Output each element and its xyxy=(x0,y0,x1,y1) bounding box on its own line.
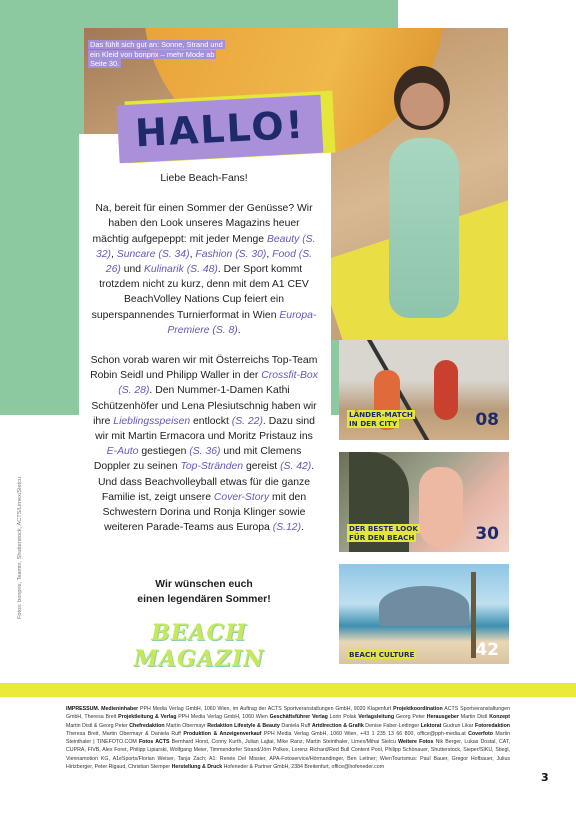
letter-greeting: Liebe Beach-Fans! xyxy=(160,173,248,184)
impressum: IMPRESSUM. Medieninhaber PPH Media Verlag GmbH, 1060 Wien, im Auftrag der ACTS Sportveranstaltungen GmbH, 9020 Klagenfurt Projektkoordination ACTS Sportveranstaltungen GmbH, Theresa Breit Projektleitung & Verlag PPH Media Verlag GmbH, 1060 Wien Geschäftsführer Verlag Lorin Polak Verlagsleitung Georg Peter Herausgeber Martin Distl Konzept Martin Distl & Georg Peter Chefredaktion Martin Obermayr Redaktion Lifestyle & Beauty Daniela Ruff Artdirection & Grafik Denise Faber-Ledinger Lektorat Gudrun Likar Fotoredaktion Theresa Breit, Martin Obermayr & Daniela Ruff Produktion & Anzeigenverkauf PPH Media Verlag GmbH, 1060 Wien, +43 1 235 13 66 800, office@pph-media.at Coverfoto Martin Steinthaler | TINEFOTO.COM Fotos ACTS Bernhard Horst, Conny Kurth, Julian Lajtai, Mike Ranz, Martin Steinthaler, Limex/Mihai Sietcu Weitere Fotos Nik Berger, Lukas Dostal, CAT, CUPRA, FIVB, Alex Foret, Philipp Lipiarski, Wolfgang Meier, Timmendorfer Strand/Jörn Polkex, Lorenz Richard/Red Bull Content Pool, Philipp Schönauer, Shutterstock, Sieper/SIKU, Stiegl, Viennamotion KG, A1eSports/Florian Weiser, Tanja Zach; A1: Renée Del Missier, APA-Fotoservice/Hörmandinger, Ben Leitner; WienTourismus: Paul Bauer, Gregor Hofbauer, Julius Hirtzberger, Peter Rigaud, Christian Stemper Herstellung & Druck Hofeneder & Partner GmbH, 2384 Breitenfurt, office@hofeneder.com xyxy=(66,706,510,771)
page-number: 3 xyxy=(541,771,549,784)
ref-page-42: (S. 42) xyxy=(280,461,312,473)
ref-lieblingsspeisen: Lieblingsspeisen xyxy=(113,415,191,427)
ref-fashion: Fashion (S. 30) xyxy=(195,248,267,260)
ref-beauty: Beauty (S. 32) xyxy=(95,233,316,260)
photo-credit: Fotos: bonprix, Teamin, Shutterstock, ACTS/Limex/Sietcu xyxy=(17,477,23,619)
closing-line-1: Wir wünschen euch xyxy=(155,579,253,590)
page-heading: HALLO! xyxy=(133,102,306,156)
teaser-page-number: 42 xyxy=(475,640,499,660)
teaser-page-number: 08 xyxy=(475,410,499,430)
letter-paragraph-2: Schon vorab waren wir mit Österreichs Top-Team Robin Seidl und Philipp Waller in der Crossfit-Box (S. 28). Den Nummer-1-Damen Kathi Schützenhöfer und Lena Plesiutschnig haben wir ihre Lieblingsspeisen entlockt (S. 22). Dazu sind wir mit Martin Ermacora und Moritz Pristauz ins E-Auto gestiegen (S. 36) und mit Clemens Doppler zu seinen Top-Stränden gereist (S. 42). Und dass Beachvolleyball etwas für die ganze Familie ist, zeigt unsere Cover-Story mit den Schwestern Dorina und Ronja Klinger sowie weiteren Parade-Teams aus Europa (S.12). xyxy=(90,355,318,534)
ref-food: Food (S. 26) xyxy=(105,248,313,276)
ref-page-36: (S. 36) xyxy=(189,446,221,458)
yellow-divider-band xyxy=(0,683,576,697)
teaser-label: LÄNDER-MATCH IN DER CITY xyxy=(349,410,413,428)
ref-e-auto: E-Auto xyxy=(106,446,139,458)
letter-closing xyxy=(90,577,318,607)
ref-suncare: Suncare (S. 34) xyxy=(116,248,190,260)
ref-europa-premiere: Europa-Premiere (S. 8) xyxy=(167,309,317,336)
ref-page-22: (S. 22) xyxy=(231,415,263,427)
model-dress-shape xyxy=(389,138,459,318)
model-shape xyxy=(419,467,463,547)
ref-cover-story: Cover-Story xyxy=(213,491,270,503)
ref-top-straende: Top-Stränden xyxy=(180,461,244,473)
letter-paragraph-1: Na, bereit für einen Sommer der Genüsse? Wir haben den Look unseres Magazins heuer mächtig aufgepeppt: mit jeder Menge Beauty (S. 32), Suncare (S. 34), Fashion (S. 30), Food (S. 26) und Kulinarik (S. 48). Der Sport kommt trotzdem nicht zu kurz, denn mit dem A1 CEV BeachVolley Nations Cup feiert ein superspannendes Turnierformat in Wien Europa-Premiere (S. 8). xyxy=(91,203,317,336)
teaser-page-number: 30 xyxy=(475,524,499,544)
photo-caption: Das fühlt sich gut an: Sonne, Strand und ein Kleid von bonprix – mehr Mode ab Seite 30. xyxy=(90,40,223,69)
signature: BEACH MAGAZIN xyxy=(133,620,265,672)
ref-crossfit: Crossfit-Box (S. 28) xyxy=(118,370,318,397)
teaser-label: BEACH CULTURE xyxy=(349,650,415,659)
editorial-letter xyxy=(90,171,318,550)
closing-line-2: einen legendären Sommer! xyxy=(137,594,271,605)
model-head-shape xyxy=(394,66,450,130)
player-shape xyxy=(434,360,458,420)
teaser-laender-match[interactable] xyxy=(339,340,509,440)
heading-box xyxy=(117,95,324,164)
teaser-beach-culture[interactable] xyxy=(339,564,509,664)
ref-kulinarik: Kulinarik (S. 48) xyxy=(143,264,218,276)
teaser-label: DER BESTE LOOK FÜR DEN BEACH xyxy=(349,524,418,542)
mountain-shape xyxy=(379,586,469,626)
teaser-beach-look[interactable] xyxy=(339,452,509,552)
ref-page-12: (S.12) xyxy=(272,522,302,534)
